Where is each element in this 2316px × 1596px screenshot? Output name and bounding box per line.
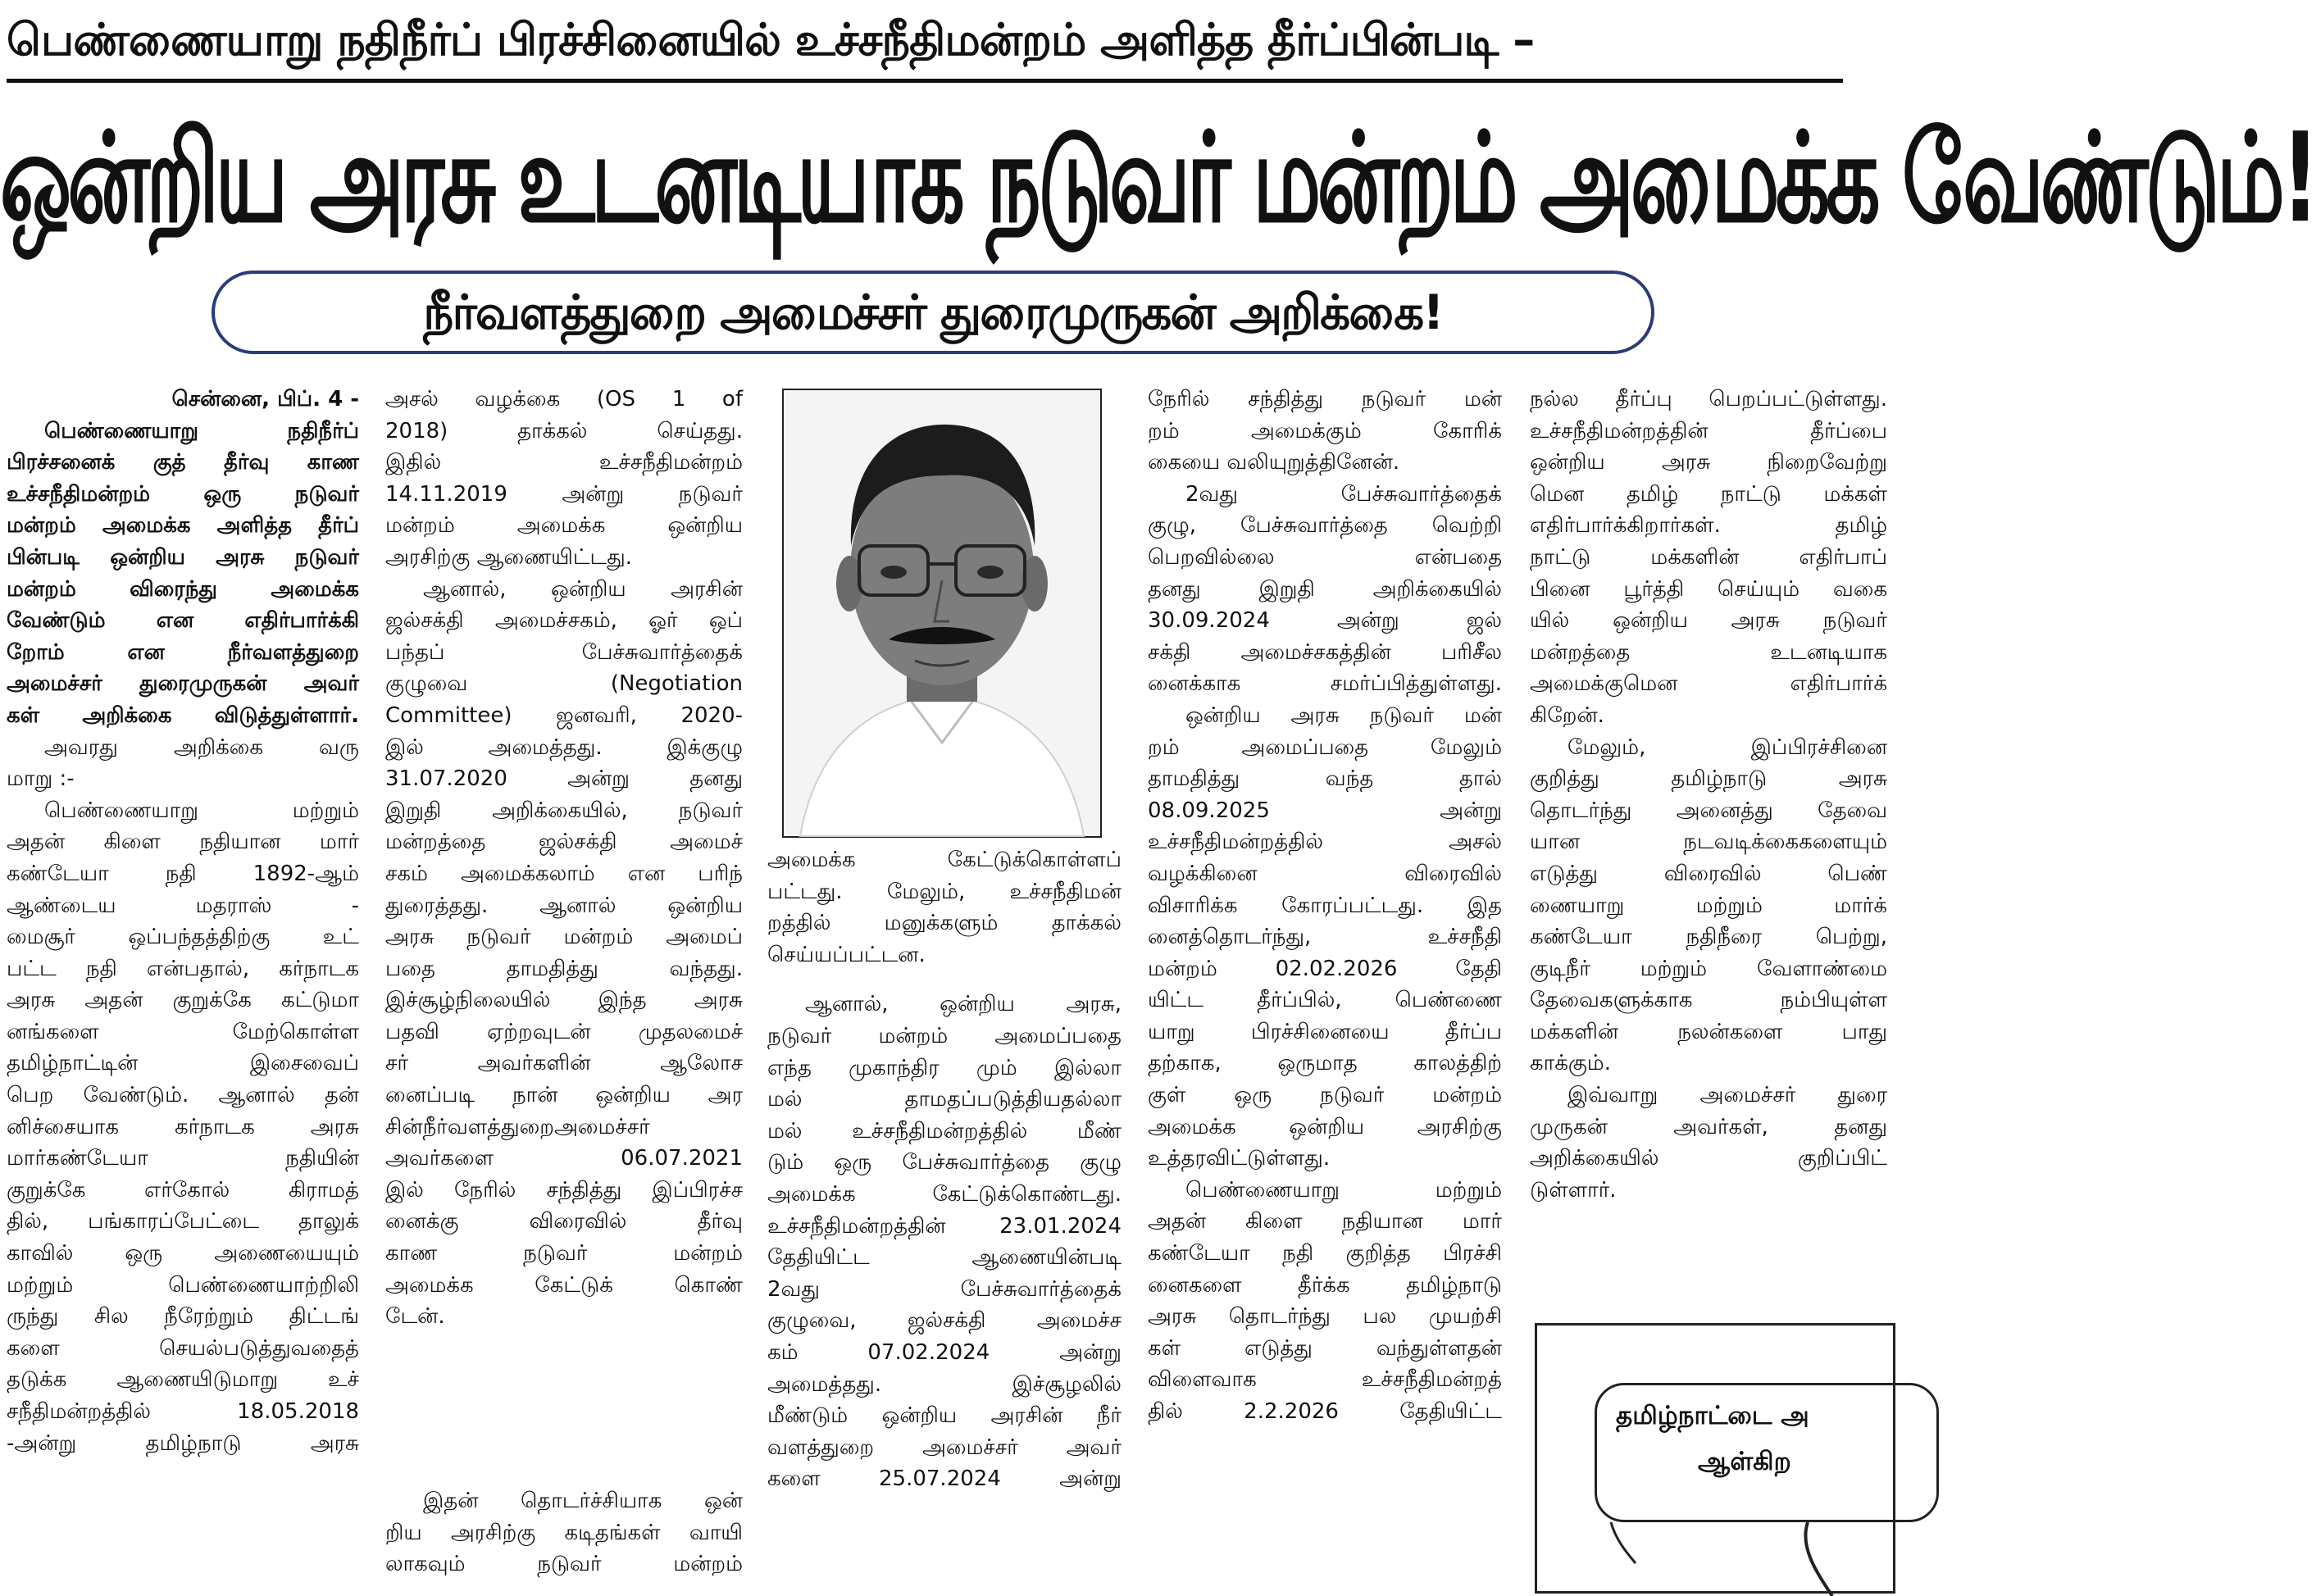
column-2a xyxy=(385,384,743,1333)
text-line: மல் உச்சநீதிமன்றத்தில் மீண் xyxy=(767,1118,1122,1144)
text-line: காக்கும். xyxy=(1530,1051,1611,1076)
text-line: இல் அமைத்தது. இக்குழு xyxy=(385,734,743,760)
text-line: தொடர்ந்து அனைத்து தேவை xyxy=(1530,798,1887,823)
text-line: ஒன்றிய அரசு நிறைவேற்று xyxy=(1530,450,1887,475)
text-line: றம் அமைப்பதை மேலும் xyxy=(1148,734,1502,760)
text-line: அரசு தொடர்ந்து பல முயற்சி xyxy=(1148,1304,1502,1330)
text-line: அமைச்சர் துரைமுருகன் அவர் xyxy=(7,671,359,697)
text-line: மார்கண்டேயா நதியின் xyxy=(7,1146,359,1171)
text-line: யிட்ட தீர்ப்பில், பெண்ணை xyxy=(1148,988,1502,1013)
text-line: 2018) தாக்கல் செய்தது. xyxy=(385,418,743,443)
text-line: னைத்தொடர்ந்து, உச்சநீதி xyxy=(1148,925,1502,950)
text-line: கிறேன். xyxy=(1530,703,1604,728)
text-line: டேன். xyxy=(385,1304,445,1330)
text-line: தில், பங்காரப்பேட்டை தாலுக் xyxy=(7,1209,359,1235)
column-3 xyxy=(767,844,1122,1495)
text-line: மாறு :- xyxy=(7,766,75,792)
text-line: கண்டேயா நதி குறித்த பிரச்சி xyxy=(1148,1241,1502,1266)
text-line: பெண்ணையாறு நதிநீர்ப் xyxy=(44,418,359,443)
text-line: ஒன்றிய அரசு நடுவர் மன் xyxy=(1185,703,1502,728)
text-line: உச்சநீதிமன்றம் ஒரு நடுவர் xyxy=(7,481,359,507)
text-line: யான நடவடிக்கைகளையும் xyxy=(1530,830,1887,855)
subheadline-box xyxy=(212,271,1654,354)
text-line: மன்றம் விரைந்து அமைக்க xyxy=(7,576,359,602)
text-line: ருந்து சில நீரேற்றும் திட்டங் xyxy=(7,1304,359,1330)
text-line: 30.09.2024 அன்று ஜல் xyxy=(1148,608,1502,634)
text-line: களை செயல்படுத்துவதைத் xyxy=(7,1335,359,1361)
text-line: தமிழ்நாட்டின் இசைவைப் xyxy=(7,1051,359,1076)
text-line: பெண்ணையாறு மற்றும் xyxy=(1185,1177,1502,1203)
text-line: சநீதிமன்றத்தில் 18.05.2018 xyxy=(7,1399,359,1424)
text-line: செய்யப்பட்டன. xyxy=(767,942,926,967)
text-line: மக்களின் நலன்களை பாது xyxy=(1530,1019,1887,1044)
text-line: னைக்கு விரைவில் தீர்வு xyxy=(385,1209,743,1235)
minister-photo xyxy=(782,389,1102,838)
subheadline: நீர்வளத்துறை அமைச்சர் துரைமுருகன் அறிக்கை! xyxy=(423,284,1443,340)
cartoon-caption-line-1: தமிழ்நாட்டை அ xyxy=(1616,1401,1809,1430)
text-line: அசல் வழக்கை (OS 1 of xyxy=(385,387,743,412)
text-line: டும் ஒரு பேச்சுவார்த்தை குழு xyxy=(767,1150,1122,1175)
text-line: தேவைகளுக்காக நம்பியுள்ள xyxy=(1530,988,1887,1013)
text-line: றிய அரசிற்கு கடிதங்கள் வாயி xyxy=(385,1520,743,1545)
column-2b xyxy=(385,1485,743,1580)
cartoon-drawing xyxy=(1537,1325,1898,1596)
text-line: மன்றத்தை உடனடியாக xyxy=(1530,639,1887,665)
text-line: 31.07.2020 அன்று தனது xyxy=(385,766,743,792)
text-line: ஜல்சக்தி அமைச்சகம், ஓர் ஒப் xyxy=(385,608,743,634)
text-line xyxy=(767,971,1122,989)
text-line: இதில் உச்சநீதிமன்றம் xyxy=(385,450,743,475)
text-line: னைகளை தீர்க்க தமிழ்நாடு xyxy=(1148,1272,1502,1298)
text-line: மன்றம் அமைக்க அளித்த தீர்ப் xyxy=(7,513,359,539)
text-line: னங்களை மேற்கொள்ள xyxy=(7,1019,359,1044)
text-line: அவர்களை 06.07.2021 xyxy=(385,1146,743,1171)
text-line: உச்சநீதிமன்றத்தின் 23.01.2024 xyxy=(767,1213,1122,1239)
text-line: நேரில் சந்தித்து நடுவர் மன் xyxy=(1148,387,1502,412)
text-line: றத்தில் மனுக்களும் தாக்கல் xyxy=(767,911,1122,936)
text-line: லாகவும் நடுவர் மன்றம் xyxy=(385,1552,743,1577)
text-line: னைப்படி நான் ஒன்றிய அர xyxy=(385,1083,743,1108)
text-line: தேதியிட்ட ஆணையின்படி xyxy=(767,1245,1122,1271)
text-line: அறிக்கையில் குறிப்பிட் xyxy=(1530,1146,1887,1171)
cartoon-panel xyxy=(1535,1323,1895,1594)
text-line: இவ்வாறு அமைச்சர் துரை xyxy=(1568,1083,1887,1108)
text-line: எந்த முகாந்திர மும் இல்லா xyxy=(767,1055,1122,1080)
text-line: மல் தாமதப்படுத்தியதல்லா xyxy=(767,1087,1122,1112)
text-line: பதவி ஏற்றவுடன் முதலமைச் xyxy=(385,1019,743,1044)
text-line: யாறு பிரச்சினையை தீர்ப்ப xyxy=(1148,1019,1502,1044)
text-line: நாட்டு மக்களின் எதிர்பாப் xyxy=(1530,544,1887,570)
text-line: டுள்ளார். xyxy=(1530,1177,1617,1203)
text-line: மன்றத்தை ஜல்சக்தி அமைச் xyxy=(385,830,743,855)
text-line: முருகன் அவர்கள், தனது xyxy=(1530,1114,1887,1139)
text-line: கண்டேயா நதி 1892-ஆம் xyxy=(7,861,359,886)
text-line: கையை வலியுறுத்தினேன். xyxy=(1148,450,1400,475)
text-line: அமைத்தது. இச்சூழலில் xyxy=(767,1371,1122,1397)
text-line: பெறவில்லை என்பதை xyxy=(1148,544,1502,570)
text-line: பந்தப் பேச்சுவார்த்தைக் xyxy=(385,639,743,665)
text-line: னைக்காக சமர்ப்பித்துள்ளது. xyxy=(1148,671,1502,697)
text-line: தற்காக, ஒருமாத காலத்திற் xyxy=(1148,1051,1502,1076)
text-line: தாமதித்து வந்த தால் xyxy=(1148,766,1502,792)
cartoon-caption-line-2: ஆள்கிற xyxy=(1698,1447,1791,1476)
text-line: ஆனால், ஒன்றிய அரசு, xyxy=(805,992,1122,1017)
column-1 xyxy=(7,384,359,1459)
text-line: விசாரிக்க கோரப்பட்டது. இத xyxy=(1148,893,1502,918)
text-line: பின்படி ஒன்றிய அரசு நடுவர் xyxy=(7,544,359,570)
text-line: அரசு அதன் குறுக்கே கட்டுமா xyxy=(7,988,359,1013)
text-line: குழு, பேச்சுவார்த்தை வெற்றி xyxy=(1148,513,1502,539)
text-line: சின்நீர்வளத்துறைஅமைச்சர் xyxy=(385,1114,650,1139)
text-line: பட்ட நதி என்பதால், கர்நாடக xyxy=(7,956,359,981)
text-line: விளைவாக உச்சநீதிமன்றத் xyxy=(1148,1367,1502,1393)
text-line: ணையாறு மற்றும் மார்க் xyxy=(1530,893,1887,918)
text-line: சக்தி அமைச்சகத்தின் பரிசீல xyxy=(1148,639,1502,665)
text-line: கண்டேயா நதிநீரை பெற்று, xyxy=(1530,925,1887,950)
text-line: உத்தரவிட்டுள்ளது. xyxy=(1148,1146,1331,1171)
text-line: பதை தாமதித்து வந்தது. xyxy=(385,956,743,981)
text-line: மென தமிழ் நாட்டு மக்கள் xyxy=(1530,481,1887,507)
text-line: குள் ஒரு நடுவர் மன்றம் xyxy=(1148,1083,1502,1108)
kicker-headline: பெண்ணையாறு நதிநீர்ப் பிரச்சினையில் உச்சநீதிமன்றம் அளித்த தீர்ப்பின்படி – xyxy=(7,14,1535,66)
text-line: தடுக்க ஆணையிடுமாறு உச் xyxy=(7,1367,359,1393)
text-line: பெற வேண்டும். ஆனால் தன் xyxy=(7,1083,359,1108)
text-line: குறித்து தமிழ்நாடு அரசு xyxy=(1530,766,1887,792)
text-line: மன்றம் 02.02.2026 தேதி xyxy=(1148,956,1502,981)
text-line: உச்சநீதிமன்றத்தில் அசல் xyxy=(1148,830,1502,855)
portrait-illustration xyxy=(784,390,1100,836)
text-line: சகம் அமைக்கலாம் என பரிந் xyxy=(385,861,743,886)
text-line: களை 25.07.2024 அன்று xyxy=(767,1466,1122,1492)
text-line: சென்னை, பிப். 4 - xyxy=(171,387,359,412)
text-line: சர் அவர்களின் ஆலோச xyxy=(385,1051,743,1076)
text-line: நல்ல தீர்ப்பு பெறப்பட்டுள்ளது. xyxy=(1530,387,1887,412)
text-line: றம் அமைக்கும் கோரிக் xyxy=(1148,418,1502,443)
text-line: எடுத்து விரைவில் பெண் xyxy=(1530,861,1887,886)
column-5 xyxy=(1530,384,1887,1206)
text-line: குறுக்கே எர்கோல் கிராமத் xyxy=(7,1177,359,1203)
text-line: றோம் என நீர்வளத்துறை xyxy=(7,639,359,665)
text-line: அமைக்க ஒன்றிய அரசிற்கு xyxy=(1148,1114,1502,1139)
text-line: அரசு நடுவர் மன்றம் அமைப் xyxy=(385,925,743,950)
text-line: பிரச்சனைக் குத் தீர்வு காண xyxy=(7,450,359,475)
text-line: அமைக்க கேட்டுக் கொண் xyxy=(385,1272,743,1298)
text-line: துரைத்தது. ஆனால் ஒன்றிய xyxy=(385,893,743,918)
text-line: மீண்டும் ஒன்றிய அரசின் நீர் xyxy=(767,1403,1122,1429)
text-line: காண நடுவர் மன்றம் xyxy=(385,1241,743,1266)
main-headline: ஒன்றிய அரசு உடனடியாக நடுவர் மன்றம் அமைக்க வேண்டும்! xyxy=(0,105,2316,251)
text-line: காவில் ஒரு அணையையும் xyxy=(7,1241,359,1266)
text-line: பெண்ணையாறு மற்றும் xyxy=(44,798,359,823)
text-line: -அன்று தமிழ்நாடு அரசு xyxy=(7,1430,359,1456)
text-line: அரசிற்கு ஆணையிட்டது. xyxy=(385,544,633,570)
text-line: எதிர்பார்க்கிறார்கள். தமிழ் xyxy=(1530,513,1887,539)
text-line: வளத்துறை அமைச்சர் அவர் xyxy=(767,1435,1122,1460)
text-line: தில் 2.2.2026 தேதியிட்ட xyxy=(1148,1399,1502,1424)
text-line: தனது இறுதி அறிக்கையில் xyxy=(1148,576,1502,602)
text-line: மேலும், இப்பிரச்சினை xyxy=(1568,734,1887,760)
text-line: கள் அறிக்கை விடுத்துள்ளார். xyxy=(7,703,359,728)
text-line: வழக்கினை விரைவில் xyxy=(1148,861,1502,886)
text-line: Committee) ஜனவரி, 2020- xyxy=(385,703,743,728)
text-line: கம் 07.02.2024 அன்று xyxy=(767,1339,1122,1365)
text-line: குழுவை (Negotiation xyxy=(385,671,743,697)
text-line: மன்றம் அமைக்க ஒன்றிய xyxy=(385,513,743,539)
text-line: ஆண்டைய மதராஸ் - xyxy=(7,893,359,918)
text-line: அமைக்க கேட்டுக்கொண்டது. xyxy=(767,1181,1122,1207)
text-line: அதன் கிளை நதியான மார் xyxy=(7,830,359,855)
text-line: 14.11.2019 அன்று நடுவர் xyxy=(385,481,743,507)
text-line: இல் நேரில் சந்தித்து இப்பிரச்ச xyxy=(385,1177,743,1203)
text-line: மற்றும் பெண்ணையாற்றிலி xyxy=(7,1272,359,1298)
text-line: அவரது அறிக்கை வரு xyxy=(44,734,359,760)
column-4 xyxy=(1148,384,1502,1428)
text-line: வேண்டும் என எதிர்பார்க்கி xyxy=(7,608,359,634)
text-line: 2வது பேச்சுவார்த்தைக் xyxy=(767,1276,1122,1302)
text-line: அமைக்குமென எதிர்பார்க் xyxy=(1530,671,1887,697)
text-line: னிச்சையாக கர்நாடக அரசு xyxy=(7,1114,359,1139)
text-line: மைசூர் ஒப்பந்தத்திற்கு உட் xyxy=(7,925,359,950)
text-line: இதன் தொடர்ச்சியாக ஒன் xyxy=(423,1489,743,1513)
text-line: இறுதி அறிக்கையில், நடுவர் xyxy=(385,798,743,823)
text-line: 2வது பேச்சுவார்த்தைக் xyxy=(1185,481,1502,507)
text-line: இச்சூழ்நிலையில் இந்த அரசு xyxy=(385,988,743,1013)
text-line: நடுவர் மன்றம் அமைப்பதை xyxy=(767,1023,1122,1048)
text-line: அமைக்க கேட்டுக்கொள்ளப் xyxy=(767,848,1122,872)
text-line: 08.09.2025 அன்று xyxy=(1148,798,1502,823)
text-line: ஆனால், ஒன்றிய அரசின் xyxy=(423,576,743,602)
text-line: உச்சநீதிமன்றத்தின் தீர்ப்பை xyxy=(1530,418,1887,443)
text-line: பினை பூர்த்தி செய்யும் வகை xyxy=(1530,576,1887,602)
text-line: கள் எடுத்து வந்துள்ளதன் xyxy=(1148,1335,1502,1361)
text-line: அதன் கிளை நதியான மார் xyxy=(1148,1209,1502,1235)
text-line: குடிநீர் மற்றும் வேளாண்மை xyxy=(1530,956,1887,981)
text-line: யில் ஒன்றிய அரசு நடுவர் xyxy=(1530,608,1887,634)
text-line: குழுவை, ஜல்சக்தி அமைச்ச xyxy=(767,1308,1122,1334)
text-line: பட்டது. மேலும், உச்சநீதிமன் xyxy=(767,879,1122,904)
